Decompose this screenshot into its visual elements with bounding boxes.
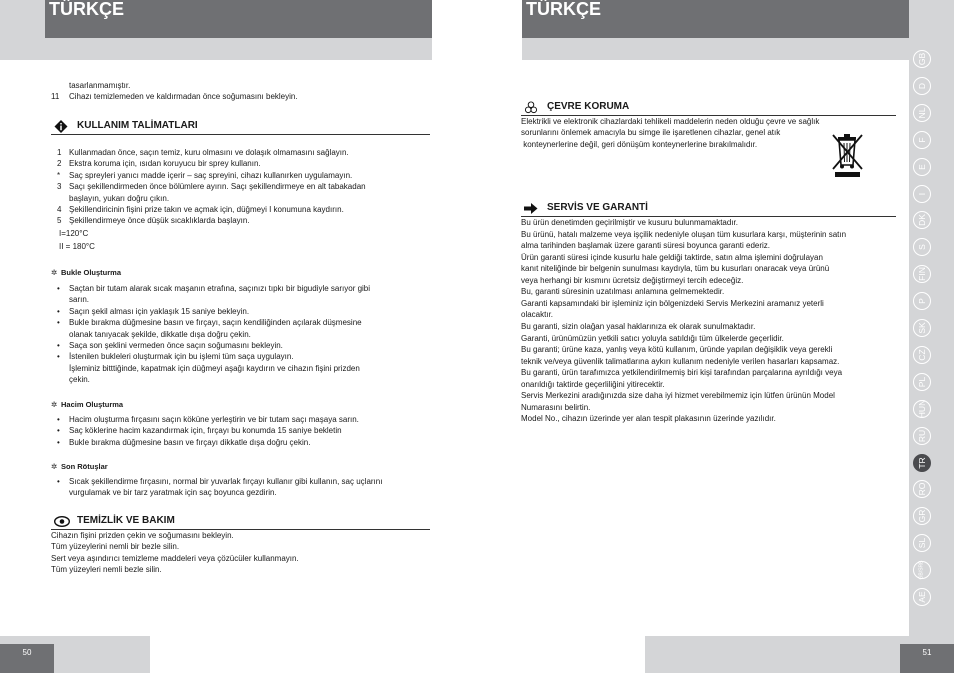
language-tab-label: S (917, 244, 927, 251)
volume-heading: ✲ Hacim Oluşturma (51, 400, 124, 409)
warranty-line: Garanti kapsamındaki bir işleminiz için bölgenizdeki Servis Merkezini aramanız yeterli (521, 298, 824, 308)
care-section-header (51, 515, 430, 530)
step-text: Saç spreyleri yanıcı madde içerir – saç spreyini, cihazı kullanırken uygulamayın. (69, 170, 353, 180)
bullet-text: Saç köklerine hacim kazandırmak için, fırçayı bu konumda 15 saniye bekletin (69, 426, 342, 436)
language-tab-f[interactable] (913, 131, 931, 149)
bullet: • (57, 426, 60, 436)
warranty-title: SERVİS VE GARANTİ (547, 202, 648, 213)
language-tab-gb-srb[interactable] (913, 561, 931, 579)
bullet-text: olanak tanıyacak şekilde, dikkatle dışa doğru çekin. (69, 329, 251, 339)
bullet-text: Saçtan bir tutam alarak sıcak maşanın etrafına, saçınızı tıpkı bir bigudiyle sarıyor gibi (69, 284, 371, 293)
language-tab-e[interactable] (913, 158, 931, 176)
language-tab-label: CZ (917, 349, 927, 361)
language-tab-cz[interactable] (913, 346, 931, 364)
warranty-line: onarıldığı taktirde geçerliliğini yitirecektir. (521, 379, 665, 389)
step-number: 1 (57, 148, 62, 157)
arrow-right-icon (524, 202, 538, 215)
curls-heading: ✲ Bukle Oluşturma (51, 268, 122, 277)
recycle-icon (524, 101, 538, 114)
bullet-text: Saça son şeklini vermeden önce saçın soğumasını bekleyin. (69, 341, 283, 350)
language-tab-label: F (917, 137, 927, 143)
step-number: * (57, 170, 61, 180)
language-tab-ro[interactable] (913, 480, 931, 498)
environment-line: Elektrikli ve elektronik cihazlardaki tehlikeli maddelerin neden olduğu çevre ve sağlık (521, 117, 820, 126)
step-text: Şekillendiricinin fişini prize takın ve açmak için, düğmeyi I konumuna kaydırın. (69, 205, 344, 214)
language-tab-sl[interactable] (913, 534, 931, 552)
bullet-text: Hacim oluşturma fırçasını saçın köküne yerleştirin ve bir tutam saçı maşaya sarın. (69, 415, 359, 424)
left-page-number: 50 (0, 644, 54, 673)
warranty-line: olacaktır. (521, 310, 554, 320)
warranty-line: Bu garanti, sizin olağan yasal haklarınıza ek olarak sunulmaktadır. (521, 321, 756, 331)
step-number: 2 (57, 159, 62, 169)
step-text: Saçı şekillendirmeden önce bölümlere ayırın. Saçı şekillendirmeye en alt tabakadan (69, 182, 366, 192)
language-tab-strip (909, 40, 954, 636)
bullet-text: Saçın şekil alması için yaklaşık 15 saniye bekleyin. (69, 306, 250, 316)
sun-icon: ✲ (51, 268, 58, 277)
warranty-line: veya herhangi bir kısmını ücretsiz değiştirmeyi tercih edeceğiz. (521, 275, 744, 285)
sun-icon: ✲ (51, 462, 58, 471)
bullet-text: çekin. (69, 375, 90, 385)
language-tab-ru[interactable] (913, 427, 931, 445)
bullet: • (57, 477, 60, 486)
language-tab-label: I (917, 192, 927, 195)
bullet-text: İstenilen bukleleri oluşturmak için bu işlemi tüm saça uygulayın. (69, 352, 294, 362)
step-number: 5 (57, 216, 62, 226)
bullet-text: Sıcak şekillendirme fırçasını, normal bir yuvarlak fırçayı kullanır gibi kullanın, saç uçlarını (69, 477, 383, 486)
right-page-header: TÜRKÇE (522, 0, 909, 38)
language-tab-label: AE (917, 591, 927, 603)
bullet: • (57, 415, 60, 424)
bullet-text: İşleminiz bitttiğinde, kapatmak için düğmeyi aşağı kaydırın ve cihazın fişini prizden (69, 363, 360, 373)
language-tab-sk[interactable] (913, 319, 931, 337)
language-tab-d[interactable] (913, 77, 931, 95)
language-tab-label: GB/SRB (918, 560, 925, 580)
language-tab-label: SL (917, 537, 927, 549)
bullet: • (57, 341, 60, 350)
bullet: • (57, 437, 60, 447)
care-line: Cihazın fişini prizden çekin ve soğumasını bekleyin. (51, 531, 234, 540)
language-tab-gr[interactable] (913, 507, 931, 525)
language-tab-fin[interactable] (913, 265, 931, 283)
language-tab-hun[interactable] (913, 400, 931, 418)
language-tab-label: E (917, 163, 927, 170)
language-tab-label: TR (917, 456, 927, 469)
intro-line: tasarlanmamıştır. (69, 81, 131, 90)
environment-title: ÇEVRE KORUMA (547, 101, 630, 112)
warranty-line: Bu ürünü, hatalı malzeme veya işçilik nedeniyle oluşan tüm kusurlara karşı, müşterinin satın (521, 229, 847, 239)
warranty-line: Bu garanti; ürüne kaza, yanlış veya kötü kullanım, üründe yapılan değişiklik veya gerekli (521, 345, 833, 355)
temperature-setting: I=120°C (59, 229, 89, 238)
care-line: Tüm yüzeyleri nemli bezle silin. (51, 565, 162, 575)
language-tab-label: GR (917, 509, 927, 523)
language-tab-dk[interactable] (913, 211, 931, 229)
language-tab-label: GB (917, 52, 927, 66)
environment-section-header (521, 101, 896, 116)
language-tab-label: P (917, 298, 927, 304)
language-tab-i[interactable] (913, 185, 931, 203)
bullet: • (57, 318, 60, 328)
eye-icon (54, 515, 70, 528)
warranty-line: Bu ürün denetimden geçirilmiştir ve kusuru bulunmamaktadır. (521, 218, 738, 227)
care-line: Sert veya aşındırıcı temizleme maddeleri veya çözücüler kullanmayın. (51, 553, 299, 563)
warranty-line: kanıt niteliğinde bir belgenin sunulması kaydıyla, tüm bu kusurları onaracak veya ürünü (521, 264, 830, 274)
language-tab-gb[interactable] (913, 50, 931, 68)
warranty-line: teknik ve/veya güvenlik talimatlarına aykırı kullanım nedeniyle verilen hasarları kapsamaz. (521, 356, 840, 366)
warranty-line: Numarasını belirtin. (521, 402, 591, 412)
step-number: 3 (57, 182, 62, 192)
step-text: başlayın, yukarı doğru çıkın. (69, 193, 170, 203)
language-tab-s[interactable] (913, 238, 931, 256)
warranty-line: alma tarihinden başlamak üzere garanti süresi boyunca garanti ederiz. (521, 241, 771, 251)
language-tab-pl[interactable] (913, 373, 931, 391)
care-title: TEMİZLİK VE BAKIM (77, 515, 175, 526)
bullet-text: vurgulamak ve bir tarz yaratmak için saç boyunca gezdirin. (69, 488, 277, 498)
crossed-bin-icon (828, 131, 868, 181)
sun-icon: ✲ (51, 400, 58, 409)
language-tab-label: NL (917, 107, 927, 119)
language-tab-label: FIN (917, 267, 927, 282)
language-tab-label: D (917, 82, 927, 89)
language-tab-label: HUN (917, 399, 927, 418)
language-tab-ae[interactable] (913, 588, 931, 606)
language-tab-tr[interactable] (913, 454, 931, 472)
warranty-line: Ürün garanti süresi içinde kusurlu hale geldiği taktirde, satın alma işlemini doğrulayan (521, 252, 823, 262)
bullet: • (57, 306, 60, 316)
bullet-text: sarın. (69, 295, 90, 305)
language-tab-label: RO (917, 483, 927, 496)
warranty-line: Servis Merkezini aradığınızda size daha iyi hizmet verebilmemiz için lütfen ürünün Model (521, 391, 835, 401)
step-number: 4 (57, 205, 62, 214)
language-tab-nl[interactable] (913, 104, 931, 122)
right-page-number: 51 (900, 644, 954, 673)
step-text: Ekstra koruma için, ısıdan koruyucu bir sprey kullanın. (69, 159, 261, 169)
info-icon (54, 120, 68, 133)
bullet: • (57, 352, 60, 362)
temperature-setting: II = 180°C (59, 242, 95, 251)
finish-heading: ✲ Son Rötuşlar (51, 462, 108, 471)
bullet-text: Bukle bırakma düğmesine basın ve fırçayı, saçın kendiliğinden açılarak düşmesine (69, 318, 362, 328)
left-page-header: TÜRKÇE (45, 0, 432, 38)
language-tab-label: SK (917, 322, 927, 334)
bullet-text: Bukle bırakma düğmesine basın ve fırçayı dikkatle dışa doğru çekin. (69, 437, 311, 447)
intro-num: 11 (51, 92, 60, 101)
language-tab-label: DK (917, 214, 927, 227)
warranty-line: Garanti, ürünümüzün yetkili satıcı yoluyla satıldığı tüm ülkelerde geçerlidir. (521, 333, 784, 343)
environment-line: sorunlarını önlemek amacıyla bu simge ile işaretlenen cihazlar, genel atık (521, 128, 781, 138)
language-tab-p[interactable] (913, 292, 931, 310)
step-text: Kullanmadan önce, saçın temiz, kuru olmasını ve dolaşık olmamasını sağlayın. (69, 148, 349, 157)
language-tab-label: RU (917, 429, 927, 442)
usage-title: KULLANIM TALİMATLARI (77, 120, 198, 131)
intro-line: Cihazı temizlemeden ve kaldırmadan önce soğumasını bekleyin. (69, 92, 298, 101)
step-text: Şekillendirmeye önce düşük sıcaklıklarda başlayın. (69, 216, 250, 226)
bullet: • (57, 284, 60, 293)
usage-section-header (51, 120, 430, 135)
warranty-section-header (521, 202, 896, 217)
care-line: Tüm yüzeylerini nemli bir bezle silin. (51, 542, 180, 552)
warranty-line: Bu, garanti süresinin uzatılması anlamına gelmemektedir. (521, 287, 725, 297)
warranty-line: Bu garanti, ürün tarafımızca yetkilendirilmemiş biri kişi tarafından parçalarına ayrıldığı veya (521, 368, 843, 378)
warranty-line: Model No., cihazın üzerinde yer alan tespit plakasının üzerinde yazılıdır. (521, 414, 776, 424)
environment-line: konteynerlerine değil, geri dönüşüm konteynerlerine bırakılmalıdır. (521, 139, 758, 149)
language-tab-label: PL (917, 376, 927, 387)
